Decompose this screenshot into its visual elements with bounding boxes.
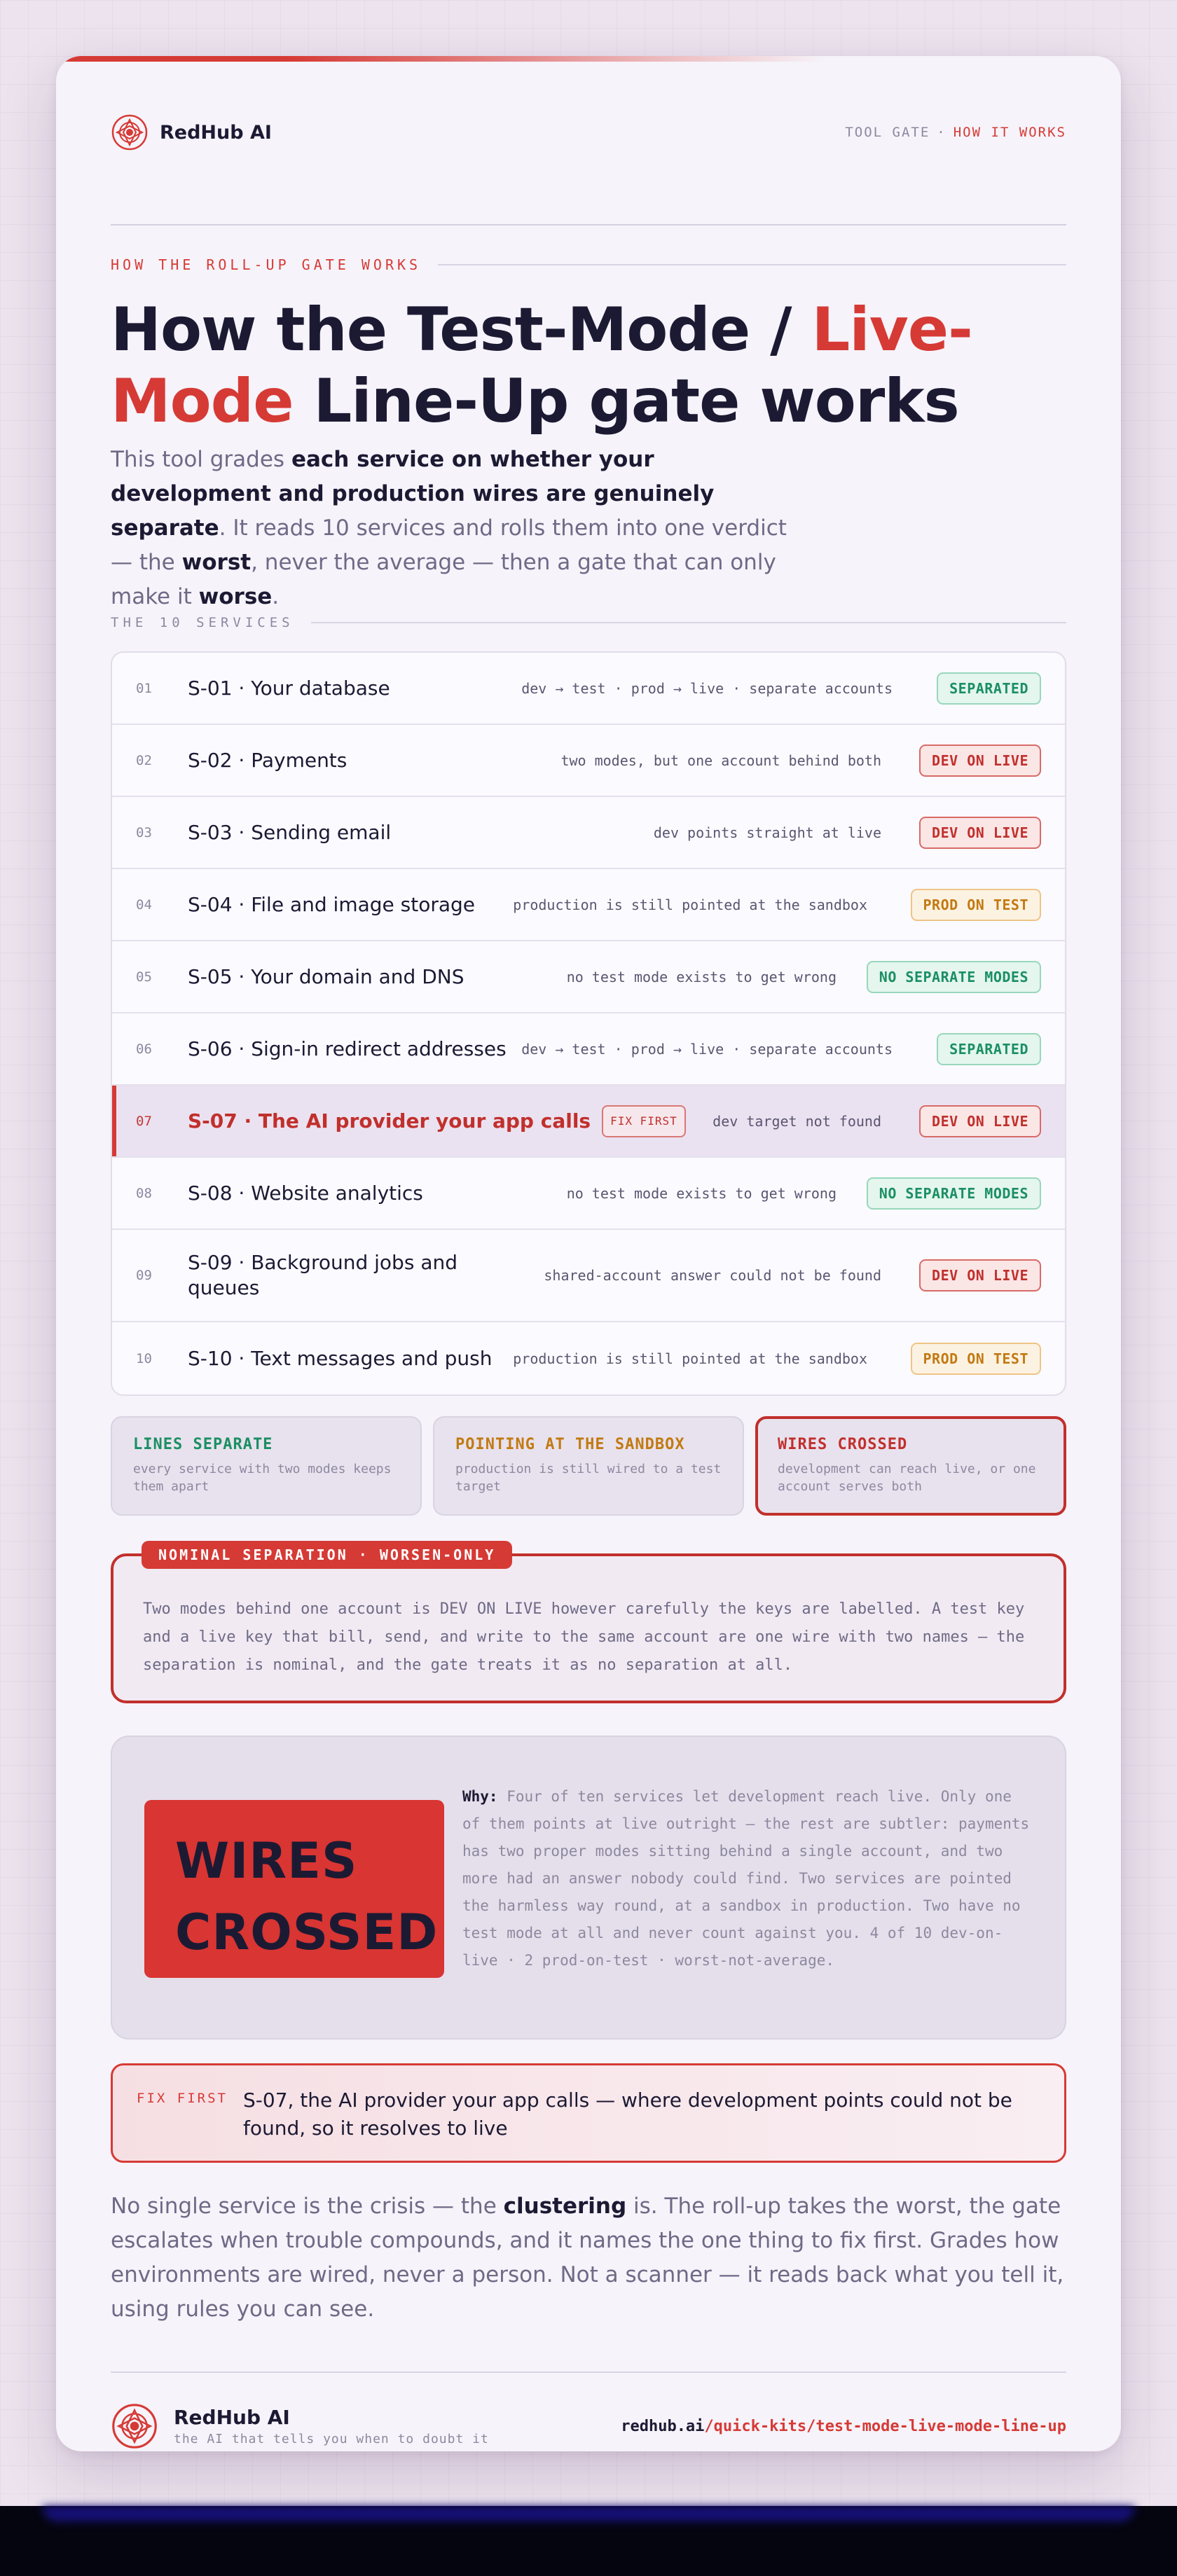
lede-bold-1: each service on whether your development and production wires are genuinely separate [111, 447, 715, 541]
header [111, 106, 1066, 176]
services-label-rule [311, 622, 1066, 623]
verdict-legend [111, 1416, 1066, 1516]
legend-title: POINTING AT THE SANDBOX [455, 1436, 685, 1453]
top-nav [845, 125, 1066, 140]
eyebrow-rule [438, 264, 1066, 265]
closing-text-1: No single service is the crisis — the [111, 2194, 504, 2219]
page-title [111, 294, 1021, 437]
service-note: production is still pointed at the sandbox [513, 896, 867, 913]
service-number: 04 [136, 896, 152, 913]
legend-wires-crossed [755, 1416, 1066, 1516]
service-name: S-10 · Text messages and push [188, 1346, 493, 1370]
footer-tagline: the AI that tells you when to doubt it [174, 2432, 489, 2446]
lede-text-3: , never the average — then a gate that can only make it [111, 550, 776, 609]
service-name: S-08 · Website analytics [188, 1181, 423, 1205]
legend-description: every service with two modes keeps them apart [133, 1462, 392, 1494]
service-name: S-09 · Background jobs and queues [188, 1251, 457, 1299]
nominal-separation-callout [111, 1546, 1066, 1703]
verdict-word-1: WIRES [175, 1832, 358, 1890]
brand[interactable] [111, 113, 272, 151]
legend-description: development can reach live, or one account serves both [778, 1462, 1036, 1494]
footer-brand[interactable] [111, 2402, 489, 2450]
service-name: S-04 · File and image storage [188, 892, 476, 916]
service-number: 02 [136, 752, 152, 768]
service-number: 08 [136, 1185, 152, 1201]
lede-text-4: . [272, 584, 280, 609]
header-divider [111, 224, 1066, 226]
closing-paragraph [111, 2189, 1066, 2327]
footer [111, 2402, 1066, 2451]
service-name-text: S-07 · The AI provider your app calls [188, 1109, 591, 1133]
service-number: 05 [136, 969, 152, 985]
service-row[interactable] [112, 725, 1065, 797]
service-row[interactable] [112, 797, 1065, 869]
why-text: Four of ten services let development reach live. Only one of them points at live outright — the rest are subtler: payments has two proper modes sitting behind a single account, and two more had an answer nobody could find. Two services are pointed the harmless way round, at a sandbox in production. Two have no test mode at all and never count against you. 4 of 10 dev-on-live · 2 prod-on-test · worst-not-average. [462, 1788, 1030, 1969]
lede-bold-3: worse [198, 584, 273, 609]
service-note: shared-account answer could not be found [544, 1267, 881, 1284]
service-number: 03 [136, 824, 152, 840]
nav-tool-gate[interactable]: TOOL GATE [845, 125, 930, 140]
legend-description: production is still wired to a test target [455, 1462, 722, 1494]
service-row-highlighted[interactable] [112, 1086, 1065, 1158]
title-part-3: Line-Up gate works [293, 366, 959, 436]
service-number: 10 [136, 1350, 152, 1366]
footer-url-path: /quick-kits/test-mode-live-mode-line-up [704, 2418, 1066, 2435]
footer-url-link[interactable] [621, 2418, 1066, 2435]
eyebrow-text: HOW THE ROLL-UP GATE WORKS [111, 256, 422, 273]
page-bottom-band [0, 2506, 1177, 2576]
nav-separator: · [937, 125, 947, 140]
footer-divider [111, 2371, 1066, 2373]
service-number: 09 [136, 1268, 152, 1283]
services-table [111, 651, 1066, 1396]
why-label: Why: [462, 1788, 498, 1805]
status-badge: DEV ON LIVE [919, 745, 1041, 777]
service-number: 06 [136, 1041, 152, 1057]
nominal-separation-text: Two modes behind one account is DEV ON LIVE however carefully the keys are labelled. A test key and a live key that bill, send, and write to the same account are one wire with two names — the separation is nominal, and the gate treats it as no separation at all. [143, 1600, 1025, 1674]
service-note: no test mode exists to get wrong [566, 1184, 837, 1202]
eyebrow [111, 256, 1066, 273]
legend-title: WIRES CROSSED [778, 1436, 908, 1453]
service-row[interactable] [112, 869, 1065, 941]
status-badge: NO SEPARATE MODES [867, 961, 1041, 993]
lede-bold-2: worst [181, 550, 252, 575]
status-badge: DEV ON LIVE [919, 817, 1041, 849]
lede-paragraph [111, 443, 811, 614]
service-name: S-06 · Sign-in redirect addresses [188, 1037, 507, 1060]
footer-url-domain: redhub.ai [621, 2418, 705, 2435]
service-name: S-01 · Your database [188, 676, 390, 700]
card-accent-line [56, 56, 827, 62]
closing-text-2: is. The roll-up takes the worst, the gate escalates when trouble compounds, and it names the one thing to fix first. Grades how environments are wired, never a person. Not a scanner — it reads back what you tell it, using rules you can see. [111, 2194, 1064, 2322]
status-badge: NO SEPARATE MODES [867, 1177, 1041, 1210]
title-part-2: Live-Mode [111, 295, 972, 436]
service-row[interactable] [112, 1158, 1065, 1230]
service-note: dev → test · prod → live · separate accounts [521, 679, 893, 697]
status-badge: PROD ON TEST [911, 1343, 1042, 1375]
service-row[interactable] [112, 653, 1065, 725]
service-row[interactable] [112, 1230, 1065, 1322]
fix-first-text: S-07, the AI provider your app calls — where development points could not be found, so it resolves to live [243, 2089, 1012, 2140]
footer-brand-text [174, 2406, 489, 2446]
service-note: dev points straight at live [653, 824, 881, 841]
service-number: 01 [136, 680, 152, 696]
fix-first-banner [111, 2063, 1066, 2163]
closing-bold: clustering [503, 2194, 627, 2219]
verdict-panel [111, 1736, 1066, 2040]
service-row[interactable] [112, 1013, 1065, 1086]
nominal-separation-tag: NOMINAL SEPARATION · WORSEN-ONLY [142, 1541, 512, 1569]
status-badge: PROD ON TEST [911, 889, 1042, 921]
service-name: S-02 · Payments [188, 748, 347, 772]
service-note: two modes, but one account behind both [560, 752, 881, 769]
service-note: no test mode exists to get wrong [566, 968, 837, 985]
redhub-logo-icon [111, 113, 149, 151]
service-note: production is still pointed at the sandbox [513, 1350, 867, 1367]
nav-how-it-works[interactable]: HOW IT WORKS [953, 125, 1066, 140]
fix-first-label: FIX FIRST [137, 2091, 228, 2106]
redhub-logo-icon [111, 2402, 158, 2450]
service-row[interactable] [112, 1322, 1065, 1394]
status-badge: DEV ON LIVE [919, 1105, 1041, 1137]
verdict-word-2: CROSSED [175, 1904, 439, 1961]
service-name [188, 1105, 686, 1137]
fix-first-tag: FIX FIRST [602, 1105, 686, 1137]
verdict-badge [144, 1800, 444, 1978]
services-section-label [111, 615, 1066, 630]
legend-lines-separate [111, 1416, 422, 1516]
status-badge: DEV ON LIVE [919, 1259, 1041, 1292]
legend-title: LINES SEPARATE [133, 1436, 273, 1453]
brand-name: RedHub AI [160, 121, 272, 144]
status-badge: SEPARATED [937, 1033, 1041, 1065]
status-badge: SEPARATED [937, 672, 1041, 705]
main-card [56, 56, 1121, 2451]
footer-brand-name: RedHub AI [174, 2406, 290, 2429]
service-row[interactable] [112, 941, 1065, 1013]
lede-text-1: This tool grades [111, 447, 291, 472]
services-label-text: THE 10 SERVICES [111, 615, 294, 630]
service-note: dev target not found [713, 1112, 881, 1130]
lede-text-2: . It reads 10 services and rolls them into one verdict — the [111, 515, 787, 575]
service-note: dev → test · prod → live · separate accounts [521, 1040, 893, 1058]
title-part-1: How the Test-Mode / [111, 295, 812, 365]
service-name: S-03 · Sending email [188, 820, 392, 844]
legend-pointing-at-sandbox [433, 1416, 744, 1516]
service-number: 07 [136, 1113, 152, 1129]
service-name: S-05 · Your domain and DNS [188, 964, 464, 988]
verdict-explanation [462, 1783, 1037, 1974]
